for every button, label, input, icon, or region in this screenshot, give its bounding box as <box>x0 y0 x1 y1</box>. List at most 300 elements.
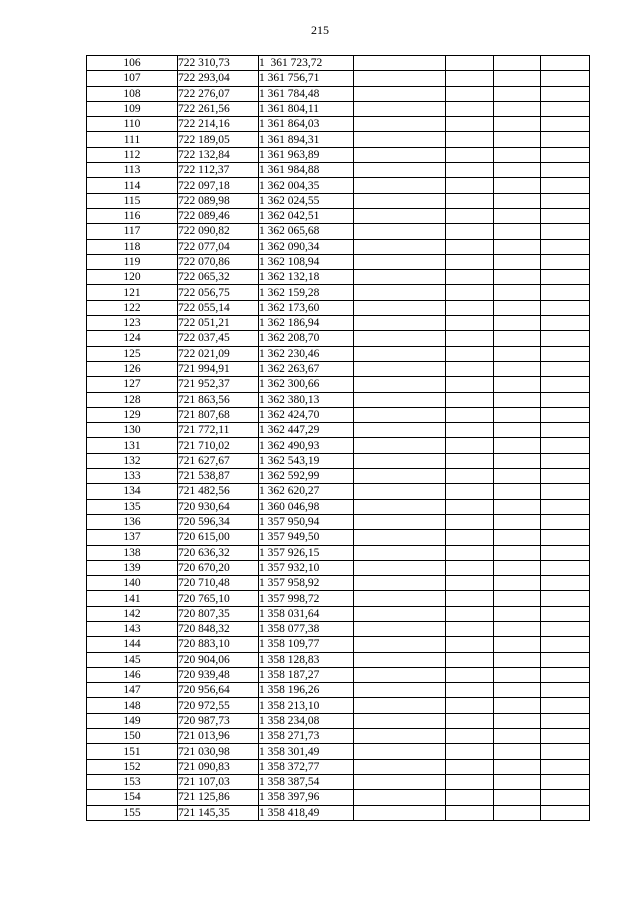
y-coordinate-cell: 1 362 300,66 <box>259 377 354 392</box>
table-row <box>87 300 590 315</box>
table-row <box>87 361 590 376</box>
y-coordinate-cell: 1 358 234,08 <box>259 713 354 728</box>
empty-cell <box>446 591 494 606</box>
point-number-cell: 113 <box>87 163 178 178</box>
empty-cell <box>446 254 494 269</box>
table-row <box>87 86 590 101</box>
empty-cell <box>354 285 446 300</box>
y-coordinate-cell: 1 362 108,94 <box>259 254 354 269</box>
empty-cell <box>541 683 590 698</box>
y-coordinate-cell: 1 362 263,67 <box>259 361 354 376</box>
empty-cell <box>354 56 446 71</box>
y-coordinate-cell: 1 358 187,27 <box>259 667 354 682</box>
empty-cell <box>494 331 541 346</box>
table-row <box>87 407 590 422</box>
empty-cell <box>494 346 541 361</box>
table-row <box>87 71 590 86</box>
table-row <box>87 744 590 759</box>
x-coordinate-cell: 720 596,34 <box>178 514 259 529</box>
empty-cell <box>446 101 494 116</box>
empty-cell <box>494 163 541 178</box>
empty-cell <box>494 300 541 315</box>
empty-cell <box>541 56 590 71</box>
empty-cell <box>494 224 541 239</box>
y-coordinate-cell: 1 358 109,77 <box>259 637 354 652</box>
empty-cell <box>494 499 541 514</box>
x-coordinate-cell: 721 013,96 <box>178 729 259 744</box>
empty-cell <box>494 208 541 223</box>
empty-cell <box>354 545 446 560</box>
point-number-cell: 152 <box>87 759 178 774</box>
empty-cell <box>541 637 590 652</box>
x-coordinate-cell: 721 627,67 <box>178 453 259 468</box>
empty-cell <box>446 147 494 162</box>
empty-cell <box>541 698 590 713</box>
point-number-cell: 129 <box>87 407 178 422</box>
point-number-cell: 145 <box>87 652 178 667</box>
point-number-cell: 120 <box>87 270 178 285</box>
point-number-cell: 135 <box>87 499 178 514</box>
x-coordinate-cell: 722 021,09 <box>178 346 259 361</box>
empty-cell <box>446 132 494 147</box>
table-row <box>87 621 590 636</box>
empty-cell <box>494 71 541 86</box>
empty-cell <box>354 453 446 468</box>
point-number-cell: 118 <box>87 239 178 254</box>
empty-cell <box>494 514 541 529</box>
empty-cell <box>541 331 590 346</box>
empty-cell <box>446 331 494 346</box>
point-number-cell: 115 <box>87 193 178 208</box>
table-row <box>87 545 590 560</box>
x-coordinate-cell: 722 214,16 <box>178 117 259 132</box>
empty-cell <box>354 377 446 392</box>
empty-cell <box>541 254 590 269</box>
y-coordinate-cell: 1 362 004,35 <box>259 178 354 193</box>
coordinates-table-body <box>87 56 590 821</box>
x-coordinate-cell: 722 112,37 <box>178 163 259 178</box>
empty-cell <box>354 270 446 285</box>
empty-cell <box>541 208 590 223</box>
point-number-cell: 142 <box>87 606 178 621</box>
empty-cell <box>494 407 541 422</box>
table-row <box>87 683 590 698</box>
empty-cell <box>541 178 590 193</box>
x-coordinate-cell: 720 636,32 <box>178 545 259 560</box>
table-row <box>87 469 590 484</box>
empty-cell <box>446 545 494 560</box>
point-number-cell: 149 <box>87 713 178 728</box>
point-number-cell: 122 <box>87 300 178 315</box>
point-number-cell: 141 <box>87 591 178 606</box>
empty-cell <box>494 193 541 208</box>
point-number-cell: 134 <box>87 484 178 499</box>
x-coordinate-cell: 720 972,55 <box>178 698 259 713</box>
empty-cell <box>541 667 590 682</box>
empty-cell <box>494 805 541 820</box>
empty-cell <box>494 361 541 376</box>
empty-cell <box>541 790 590 805</box>
empty-cell <box>494 729 541 744</box>
empty-cell <box>494 469 541 484</box>
empty-cell <box>354 790 446 805</box>
table-row <box>87 346 590 361</box>
empty-cell <box>354 132 446 147</box>
empty-cell <box>354 163 446 178</box>
empty-cell <box>354 392 446 407</box>
empty-cell <box>354 101 446 116</box>
y-coordinate-cell: 1 362 424,70 <box>259 407 354 422</box>
empty-cell <box>446 361 494 376</box>
x-coordinate-cell: 720 710,48 <box>178 576 259 591</box>
x-coordinate-cell: 720 939,48 <box>178 667 259 682</box>
point-number-cell: 126 <box>87 361 178 376</box>
empty-cell <box>494 254 541 269</box>
empty-cell <box>541 193 590 208</box>
empty-cell <box>354 117 446 132</box>
empty-cell <box>541 132 590 147</box>
x-coordinate-cell: 722 097,18 <box>178 178 259 193</box>
y-coordinate-cell: 1 362 065,68 <box>259 224 354 239</box>
x-coordinate-cell: 722 065,32 <box>178 270 259 285</box>
table-row <box>87 270 590 285</box>
coordinates-table <box>86 55 590 821</box>
x-coordinate-cell: 720 883,10 <box>178 637 259 652</box>
x-coordinate-cell: 722 276,07 <box>178 86 259 101</box>
empty-cell <box>541 270 590 285</box>
empty-cell <box>541 621 590 636</box>
empty-cell <box>494 560 541 575</box>
y-coordinate-cell: 1 362 090,34 <box>259 239 354 254</box>
empty-cell <box>446 637 494 652</box>
table-row <box>87 560 590 575</box>
point-number-cell: 133 <box>87 469 178 484</box>
empty-cell <box>541 407 590 422</box>
empty-cell <box>354 805 446 820</box>
x-coordinate-cell: 720 807,35 <box>178 606 259 621</box>
empty-cell <box>446 774 494 789</box>
empty-cell <box>446 316 494 331</box>
y-coordinate-cell: 1 361 984,88 <box>259 163 354 178</box>
table-row <box>87 514 590 529</box>
y-coordinate-cell: 1 358 301,49 <box>259 744 354 759</box>
table-row <box>87 224 590 239</box>
x-coordinate-cell: 721 952,37 <box>178 377 259 392</box>
point-number-cell: 114 <box>87 178 178 193</box>
table-row <box>87 698 590 713</box>
x-coordinate-cell: 722 089,46 <box>178 208 259 223</box>
empty-cell <box>541 499 590 514</box>
point-number-cell: 124 <box>87 331 178 346</box>
table-row <box>87 239 590 254</box>
empty-cell <box>446 239 494 254</box>
empty-cell <box>446 759 494 774</box>
y-coordinate-cell: 1 357 949,50 <box>259 530 354 545</box>
empty-cell <box>354 576 446 591</box>
empty-cell <box>446 423 494 438</box>
y-coordinate-cell: 1 358 271,73 <box>259 729 354 744</box>
table-row <box>87 132 590 147</box>
empty-cell <box>541 469 590 484</box>
y-coordinate-cell: 1 358 077,38 <box>259 621 354 636</box>
x-coordinate-cell: 722 055,14 <box>178 300 259 315</box>
empty-cell <box>446 621 494 636</box>
empty-cell <box>541 224 590 239</box>
empty-cell <box>446 346 494 361</box>
empty-cell <box>494 530 541 545</box>
y-coordinate-cell: 1 357 926,15 <box>259 545 354 560</box>
y-coordinate-cell: 1 361 784,48 <box>259 86 354 101</box>
empty-cell <box>446 86 494 101</box>
empty-cell <box>541 239 590 254</box>
empty-cell <box>541 453 590 468</box>
x-coordinate-cell: 722 089,98 <box>178 193 259 208</box>
point-number-cell: 127 <box>87 377 178 392</box>
point-number-cell: 146 <box>87 667 178 682</box>
x-coordinate-cell: 722 070,86 <box>178 254 259 269</box>
x-coordinate-cell: 722 077,04 <box>178 239 259 254</box>
point-number-cell: 110 <box>87 117 178 132</box>
table-row <box>87 56 590 71</box>
y-coordinate-cell: 1 361 864,03 <box>259 117 354 132</box>
empty-cell <box>354 484 446 499</box>
table-row <box>87 254 590 269</box>
table-row <box>87 377 590 392</box>
empty-cell <box>494 377 541 392</box>
empty-cell <box>494 86 541 101</box>
table-row <box>87 606 590 621</box>
empty-cell <box>354 346 446 361</box>
y-coordinate-cell: 1 358 213,10 <box>259 698 354 713</box>
empty-cell <box>354 729 446 744</box>
x-coordinate-cell: 720 615,00 <box>178 530 259 545</box>
y-coordinate-cell: 1 362 208,70 <box>259 331 354 346</box>
point-number-cell: 130 <box>87 423 178 438</box>
empty-cell <box>446 667 494 682</box>
y-coordinate-cell: 1 362 132,18 <box>259 270 354 285</box>
empty-cell <box>541 759 590 774</box>
empty-cell <box>494 132 541 147</box>
empty-cell <box>541 606 590 621</box>
x-coordinate-cell: 721 030,98 <box>178 744 259 759</box>
point-number-cell: 153 <box>87 774 178 789</box>
empty-cell <box>446 790 494 805</box>
y-coordinate-cell: 1 362 186,94 <box>259 316 354 331</box>
empty-cell <box>494 713 541 728</box>
table-row <box>87 790 590 805</box>
table-row <box>87 117 590 132</box>
y-coordinate-cell: 1 358 418,49 <box>259 805 354 820</box>
empty-cell <box>354 591 446 606</box>
point-number-cell: 131 <box>87 438 178 453</box>
point-number-cell: 111 <box>87 132 178 147</box>
x-coordinate-cell: 722 261,56 <box>178 101 259 116</box>
empty-cell <box>354 254 446 269</box>
empty-cell <box>494 591 541 606</box>
empty-cell <box>494 285 541 300</box>
table-row <box>87 331 590 346</box>
empty-cell <box>354 300 446 315</box>
table-row <box>87 759 590 774</box>
point-number-cell: 148 <box>87 698 178 713</box>
empty-cell <box>494 101 541 116</box>
y-coordinate-cell: 1 358 196,26 <box>259 683 354 698</box>
empty-cell <box>354 147 446 162</box>
empty-cell <box>446 805 494 820</box>
y-coordinate-cell: 1 362 620,27 <box>259 484 354 499</box>
y-coordinate-cell: 1 362 592,99 <box>259 469 354 484</box>
empty-cell <box>354 652 446 667</box>
table-row <box>87 729 590 744</box>
point-number-cell: 107 <box>87 71 178 86</box>
x-coordinate-cell: 721 107,03 <box>178 774 259 789</box>
x-coordinate-cell: 721 482,56 <box>178 484 259 499</box>
table-row <box>87 208 590 223</box>
empty-cell <box>541 530 590 545</box>
table-row <box>87 530 590 545</box>
empty-cell <box>494 117 541 132</box>
x-coordinate-cell: 722 132,84 <box>178 147 259 162</box>
empty-cell <box>541 514 590 529</box>
empty-cell <box>541 285 590 300</box>
empty-cell <box>354 316 446 331</box>
empty-cell <box>446 576 494 591</box>
y-coordinate-cell: 1 358 387,54 <box>259 774 354 789</box>
table-row <box>87 392 590 407</box>
point-number-cell: 139 <box>87 560 178 575</box>
x-coordinate-cell: 720 987,73 <box>178 713 259 728</box>
empty-cell <box>494 178 541 193</box>
empty-cell <box>446 270 494 285</box>
empty-cell <box>354 560 446 575</box>
x-coordinate-cell: 720 930,64 <box>178 499 259 514</box>
empty-cell <box>446 56 494 71</box>
empty-cell <box>494 453 541 468</box>
empty-cell <box>354 438 446 453</box>
empty-cell <box>446 469 494 484</box>
empty-cell <box>354 774 446 789</box>
x-coordinate-cell: 721 538,87 <box>178 469 259 484</box>
empty-cell <box>354 423 446 438</box>
table-row <box>87 805 590 820</box>
empty-cell <box>446 652 494 667</box>
empty-cell <box>494 484 541 499</box>
empty-cell <box>494 239 541 254</box>
empty-cell <box>446 163 494 178</box>
empty-cell <box>494 790 541 805</box>
empty-cell <box>354 530 446 545</box>
point-number-cell: 140 <box>87 576 178 591</box>
empty-cell <box>541 392 590 407</box>
table-row <box>87 453 590 468</box>
empty-cell <box>541 805 590 820</box>
y-coordinate-cell: 1 358 031,64 <box>259 606 354 621</box>
y-coordinate-cell: 1 358 128,83 <box>259 652 354 667</box>
empty-cell <box>541 163 590 178</box>
table-row <box>87 147 590 162</box>
empty-cell <box>494 316 541 331</box>
empty-cell <box>354 239 446 254</box>
point-number-cell: 125 <box>87 346 178 361</box>
empty-cell <box>446 193 494 208</box>
empty-cell <box>354 469 446 484</box>
empty-cell <box>354 86 446 101</box>
table-row <box>87 178 590 193</box>
table-row <box>87 438 590 453</box>
empty-cell <box>494 270 541 285</box>
empty-cell <box>494 545 541 560</box>
empty-cell <box>494 759 541 774</box>
y-coordinate-cell: 1 361 723,72 <box>259 56 354 71</box>
point-number-cell: 109 <box>87 101 178 116</box>
empty-cell <box>354 667 446 682</box>
empty-cell <box>541 729 590 744</box>
empty-cell <box>494 744 541 759</box>
empty-cell <box>494 667 541 682</box>
y-coordinate-cell: 1 357 950,94 <box>259 514 354 529</box>
point-number-cell: 136 <box>87 514 178 529</box>
empty-cell <box>541 147 590 162</box>
point-number-cell: 123 <box>87 316 178 331</box>
x-coordinate-cell: 721 710,02 <box>178 438 259 453</box>
x-coordinate-cell: 721 090,83 <box>178 759 259 774</box>
y-coordinate-cell: 1 361 804,11 <box>259 101 354 116</box>
empty-cell <box>446 560 494 575</box>
empty-cell <box>354 606 446 621</box>
empty-cell <box>541 86 590 101</box>
empty-cell <box>446 117 494 132</box>
point-number-cell: 143 <box>87 621 178 636</box>
y-coordinate-cell: 1 357 932,10 <box>259 560 354 575</box>
point-number-cell: 117 <box>87 224 178 239</box>
empty-cell <box>446 683 494 698</box>
point-number-cell: 144 <box>87 637 178 652</box>
table-row <box>87 101 590 116</box>
y-coordinate-cell: 1 361 963,89 <box>259 147 354 162</box>
x-coordinate-cell: 722 189,05 <box>178 132 259 147</box>
y-coordinate-cell: 1 362 024,55 <box>259 193 354 208</box>
x-coordinate-cell: 722 090,82 <box>178 224 259 239</box>
point-number-cell: 155 <box>87 805 178 820</box>
point-number-cell: 128 <box>87 392 178 407</box>
table-row <box>87 774 590 789</box>
point-number-cell: 137 <box>87 530 178 545</box>
empty-cell <box>541 361 590 376</box>
empty-cell <box>354 193 446 208</box>
x-coordinate-cell: 721 807,68 <box>178 407 259 422</box>
empty-cell <box>446 713 494 728</box>
empty-cell <box>354 178 446 193</box>
y-coordinate-cell: 1 362 447,29 <box>259 423 354 438</box>
empty-cell <box>446 300 494 315</box>
y-coordinate-cell: 1 362 173,60 <box>259 300 354 315</box>
empty-cell <box>541 652 590 667</box>
x-coordinate-cell: 720 848,32 <box>178 621 259 636</box>
empty-cell <box>494 637 541 652</box>
empty-cell <box>541 300 590 315</box>
empty-cell <box>354 331 446 346</box>
point-number-cell: 112 <box>87 147 178 162</box>
x-coordinate-cell: 722 056,75 <box>178 285 259 300</box>
y-coordinate-cell: 1 362 490,93 <box>259 438 354 453</box>
empty-cell <box>354 713 446 728</box>
empty-cell <box>541 346 590 361</box>
empty-cell <box>541 545 590 560</box>
empty-cell <box>446 377 494 392</box>
page-number: 215 <box>311 23 329 37</box>
y-coordinate-cell: 1 362 543,19 <box>259 453 354 468</box>
empty-cell <box>354 407 446 422</box>
